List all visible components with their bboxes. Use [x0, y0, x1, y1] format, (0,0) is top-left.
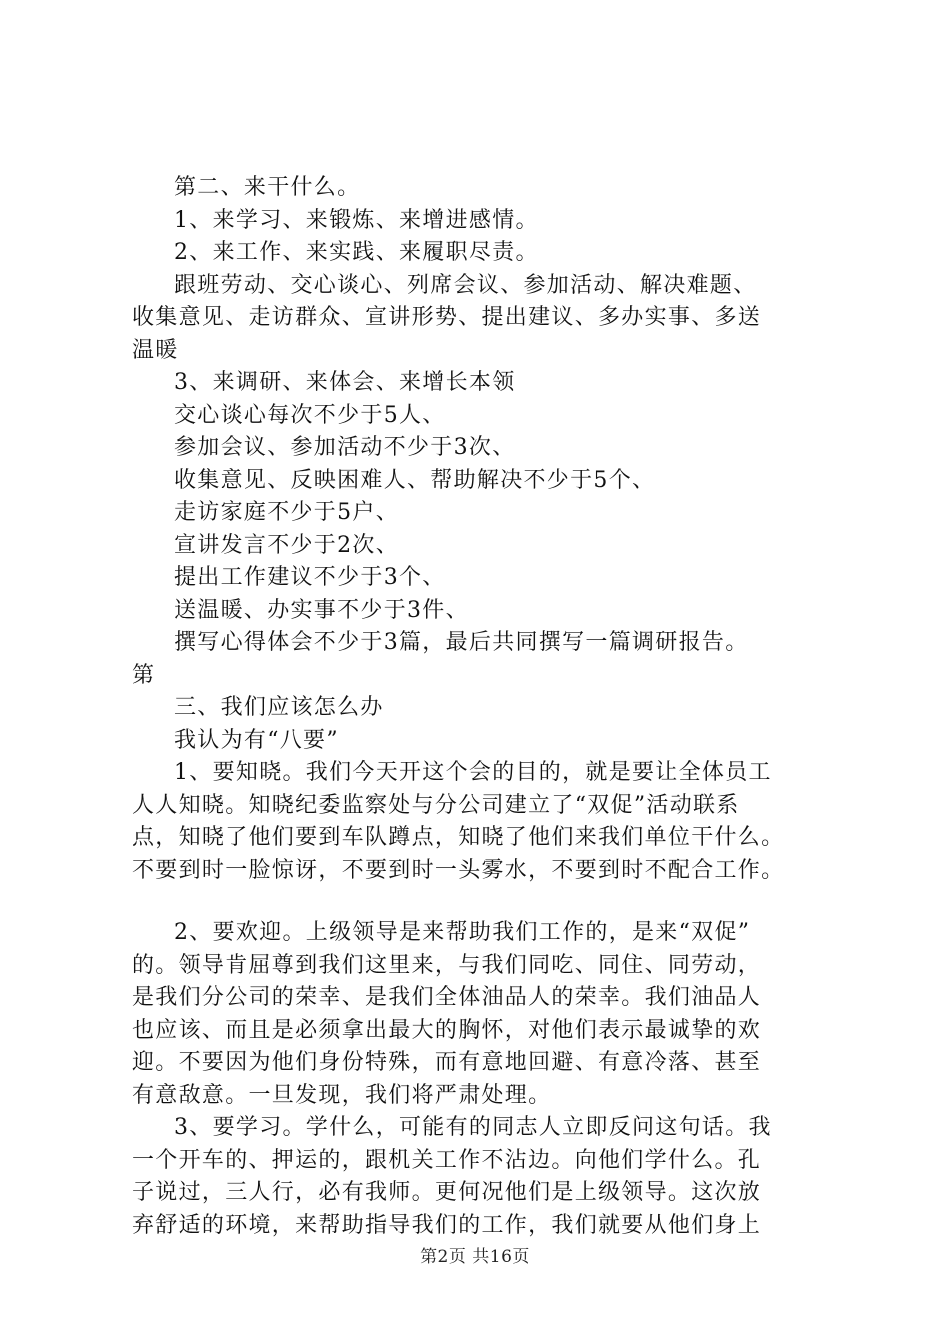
text-line: 子说过，三人行，必有我师。更何况他们是上级领导。这次放: [132, 1180, 762, 1205]
text-line: 1、要知晓。我们今天开这个会的目的，就是要让全体员工: [174, 760, 772, 785]
text-line: 点，知晓了他们要到车队蹲点，知晓了他们来我们单位干什么。: [132, 825, 785, 850]
text-line: 交心谈心每次不少于5人、: [174, 402, 446, 428]
text-line: 3、来调研、来体会、来增长本领: [174, 370, 516, 395]
text-line: 收集意见、反映困难人、帮助解决不少于5个、: [174, 467, 656, 493]
text-line: 一个开车的、押运的，跟机关工作不沾边。向他们学什么。孔: [132, 1147, 762, 1173]
document-body: [132, 172, 832, 1242]
text-line: 温暖: [132, 337, 179, 363]
text-line: 也应该、而且是必须拿出最大的胸怀，对他们表示最诚挚的欢: [132, 1017, 762, 1043]
section-heading: 三、我们应该怎么办: [174, 695, 384, 720]
text-line: 迎。不要因为他们身份特殊，而有意地回避、有意冷落、甚至: [132, 1050, 762, 1075]
text-line: 跟班劳动、交心谈心、列席会议、参加活动、解决难题、: [174, 272, 757, 298]
paragraph-gap: [132, 887, 832, 917]
text-line: 走访家庭不少于5户、: [174, 500, 399, 525]
text-line: 2、要欢迎。上级领导是来帮助我们工作的，是来“双促”: [174, 920, 751, 945]
text-line: 不要到时一脸惊讶，不要到时一头雾水，不要到时不配合工作。: [132, 857, 785, 883]
text-line: 1、来学习、来锻炼、来增进感情。: [174, 207, 539, 233]
text-line: 3、要学习。学什么，可能有的同志人立即反问这句话。我: [174, 1115, 772, 1140]
text-line: 收集意见、走访群众、宣讲形势、提出建议、多办实事、多送: [132, 305, 762, 330]
text-line: 撰写心得体会不少于3篇，最后共同撰写一篇调研报告。: [174, 630, 749, 655]
text-line: 弃舒适的环境，来帮助指导我们的工作，我们就要从他们身上: [132, 1212, 762, 1238]
text-line: 宣讲发言不少于2次、: [174, 532, 399, 558]
text-line: 人人知晓。知晓纪委监察处与分公司建立了“双促”活动联系: [132, 792, 740, 818]
text-line: 第二、来干什么。: [174, 175, 361, 200]
text-line: 送温暖、办实事不少于3件、: [174, 597, 469, 623]
text-line: 是我们分公司的荣幸、是我们全体油品人的荣幸。我们油品人: [132, 985, 762, 1010]
text-line: 第: [132, 662, 156, 688]
text-line: 我认为有“八要”: [174, 727, 339, 753]
text-line: 参加会议、参加活动不少于3次、: [174, 435, 516, 460]
page-footer: 第2页 共16页: [420, 1247, 530, 1267]
text-line: 2、来工作、来实践、来履职尽责。: [174, 240, 539, 265]
text-line: 有意敌意。一旦发现，我们将严肃处理。: [132, 1082, 552, 1108]
text-line: 的。领导肯屈尊到我们这里来，与我们同吃、同住、同劳动，: [132, 952, 762, 978]
text-line: 提出工作建议不少于3个、: [174, 565, 446, 590]
